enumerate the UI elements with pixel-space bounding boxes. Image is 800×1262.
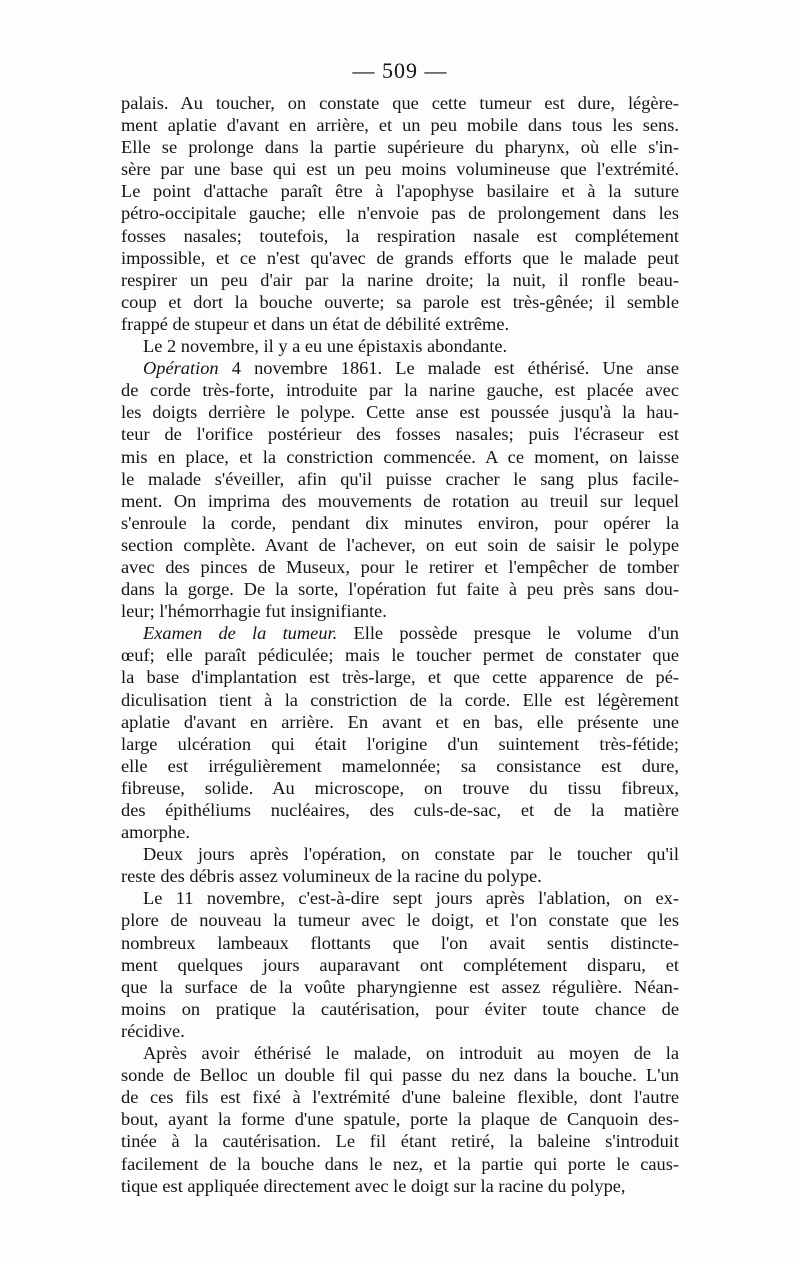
line-text: pétro-occipitale gauche; elle n'envoie pas de prolongement dans les: [121, 203, 679, 224]
text-line: [121, 887, 679, 909]
paragraph: [121, 92, 679, 335]
text-line: [121, 1108, 679, 1130]
text-line: [121, 1153, 679, 1175]
line-text: 4 novembre 1861. Le malade est éthérisé. Une anse: [218, 358, 679, 379]
line-text: plore de nouveau la tumeur avec le doigt, et l'on constate que les: [121, 910, 679, 931]
line-text: fibreuse, solide. Au microscope, on trouve du tissu fibreux,: [121, 777, 679, 798]
line-text: Le 11 novembre, c'est-à-dire sept jours après l'ablation, on ex-: [143, 888, 679, 909]
line-text: Elle se prolonge dans la partie supérieure du pharynx, où elle s'in-: [121, 137, 679, 158]
text-line: [121, 644, 679, 666]
text-line: [121, 733, 679, 755]
line-text: les doigts derrière le polype. Cette anse est poussée jusqu'à la hau-: [121, 402, 679, 423]
line-text: aplatie d'avant en arrière. En avant et en bas, elle présente une: [121, 711, 679, 732]
text-line: [121, 401, 679, 423]
line-text: avec des pinces de Museux, pour le retirer et l'empêcher de tomber: [121, 556, 679, 577]
text-line: [121, 490, 679, 512]
line-text: leur; l'hémorrhagie fut insignifiante.: [121, 601, 387, 622]
text-line: [121, 468, 679, 490]
text-line: [121, 1042, 679, 1064]
line-text: s'enroule la corde, pendant dix minutes environ, pour opérer la: [121, 512, 679, 533]
text-line: [121, 666, 679, 688]
text-line: [121, 578, 679, 600]
paragraph: [121, 887, 679, 1042]
line-text: Deux jours après l'opération, on constate par le toucher qu'il: [143, 844, 679, 865]
paragraph: [121, 1042, 679, 1197]
text-line: [121, 357, 679, 379]
line-text: fosses nasales; toutefois, la respiration nasale est complétement: [121, 225, 679, 246]
text-line: [121, 622, 679, 644]
text-line: [121, 114, 679, 136]
text-line: [121, 556, 679, 578]
line-text: récidive.: [121, 1020, 185, 1041]
text-line: [121, 799, 679, 821]
text-line: [121, 600, 679, 622]
line-text: Après avoir éthérisé le malade, on introduit au moyen de la: [143, 1043, 679, 1064]
text-line: [121, 446, 679, 468]
text-line: [121, 711, 679, 733]
line-text: nombreux lambeaux flottants que l'on avait sentis distincte-: [121, 932, 679, 953]
line-text: amorphe.: [121, 822, 190, 843]
line-text: section complète. Avant de l'achever, on eut soin de saisir le polype: [121, 534, 679, 555]
text-line: [121, 821, 679, 843]
text-line: [121, 313, 679, 335]
text-line: [121, 777, 679, 799]
text-line: [121, 1130, 679, 1152]
body-text: [121, 92, 679, 1197]
text-line: [121, 998, 679, 1020]
italic-heading: Opération: [143, 358, 219, 379]
paragraph: [121, 357, 679, 622]
text-line: [121, 225, 679, 247]
line-text: Le 2 novembre, il y a eu une épistaxis abondante.: [143, 336, 508, 357]
line-text: diculisation tient à la constriction de la corde. Elle est légèrement: [121, 689, 679, 710]
italic-heading: Examen de la tumeur.: [143, 623, 338, 644]
line-text: mis en place, et la constriction commencée. A ce moment, on laisse: [121, 446, 679, 467]
text-line: [121, 909, 679, 931]
line-text: palais. Au toucher, on constate que cette tumeur est dure, légère-: [121, 93, 679, 113]
line-text: tinée à la cautérisation. Le fil étant retiré, la baleine s'introduit: [121, 1131, 679, 1152]
text-line: [121, 269, 679, 291]
line-text: teur de l'orifice postérieur des fosses nasales; puis l'écraseur est: [121, 424, 679, 445]
line-text: de ces fils est fixé à l'extrémité d'une baleine flexible, dont l'autre: [121, 1087, 679, 1108]
line-text: ment. On imprima des mouvements de rotation au treuil sur lequel: [121, 490, 679, 511]
line-text: ment aplatie d'avant en arrière, et un peu mobile dans tous les sens.: [121, 115, 679, 136]
text-line: [121, 512, 679, 534]
line-text: coup et dort la bouche ouverte; sa parole est très-gênée; il semble: [121, 291, 679, 312]
line-text: que la surface de la voûte pharyngienne est assez régulière. Néan-: [121, 976, 679, 997]
text-line: [121, 755, 679, 777]
line-text: sère par une base qui est un peu moins volumineuse que l'extrémité.: [121, 159, 679, 180]
paragraph: [121, 335, 679, 357]
text-line: [121, 1020, 679, 1042]
line-text: sonde de Belloc un double fil qui passe du nez dans la bouche. L'un: [121, 1065, 679, 1086]
line-text: des épithéliums nucléaires, des culs-de-sac, et de la matière: [121, 800, 679, 820]
text-line: [121, 1175, 679, 1197]
line-text: œuf; elle paraît pédiculée; mais le toucher permet de constater que: [121, 645, 679, 666]
paragraph: [121, 622, 679, 843]
text-line: [121, 291, 679, 313]
text-line: [121, 92, 679, 114]
line-text: moins on pratique la cautérisation, pour éviter toute chance de: [121, 998, 679, 1019]
line-text: respirer un peu d'air par la narine droite; la nuit, il ronfle beau-: [121, 269, 679, 290]
line-text: ment quelques jours auparavant ont complétement disparu, et: [121, 954, 679, 975]
text-line: [121, 689, 679, 711]
text-line: [121, 1086, 679, 1108]
text-line: [121, 379, 679, 401]
page-number-header: — 509 —: [352, 58, 448, 83]
line-text: dans la gorge. De la sorte, l'opération fut faite à peu près sans dou-: [121, 579, 679, 600]
line-text: reste des débris assez volumineux de la racine du polype.: [121, 866, 542, 887]
text-line: [121, 865, 679, 887]
line-text: facilement de la bouche dans le nez, et la partie qui porte le caus-: [121, 1153, 679, 1174]
text-line: [121, 158, 679, 180]
line-text: tique est appliquée directement avec le doigt sur la racine du polype,: [121, 1175, 626, 1196]
line-text: le malade s'éveiller, afin qu'il puisse cracher le sang plus facile-: [121, 468, 679, 489]
text-line: [121, 843, 679, 865]
text-line: [121, 1064, 679, 1086]
text-line: [121, 247, 679, 269]
text-line: [121, 932, 679, 954]
line-text: elle est irrégulièrement mamelonnée; sa consistance est dure,: [121, 755, 679, 776]
line-text: la base d'implantation est très-large, et que cette apparence de pé-: [121, 667, 679, 688]
line-text: Elle possède presque le volume d'un: [337, 623, 679, 644]
text-line: [121, 954, 679, 976]
text-line: [121, 180, 679, 202]
text-line: [121, 976, 679, 998]
line-text: de corde très-forte, introduite par la narine gauche, est placée avec: [121, 380, 679, 401]
text-line: [121, 423, 679, 445]
line-text: impossible, et ce n'est qu'avec de grands efforts que le malade peut: [121, 247, 679, 268]
text-line: [121, 335, 679, 357]
text-line: [121, 136, 679, 158]
text-line: [121, 534, 679, 556]
line-text: Le point d'attache paraît être à l'apophyse basilaire et à la suture: [121, 181, 679, 202]
line-text: large ulcération qui était l'origine d'un suintement très-fétide;: [121, 733, 679, 754]
text-line: [121, 202, 679, 224]
paragraph: [121, 843, 679, 887]
line-text: bout, ayant la forme d'une spatule, porte la plaque de Canquoin des-: [121, 1109, 679, 1130]
line-text: frappé de stupeur et dans un état de débilité extrême.: [121, 313, 510, 334]
